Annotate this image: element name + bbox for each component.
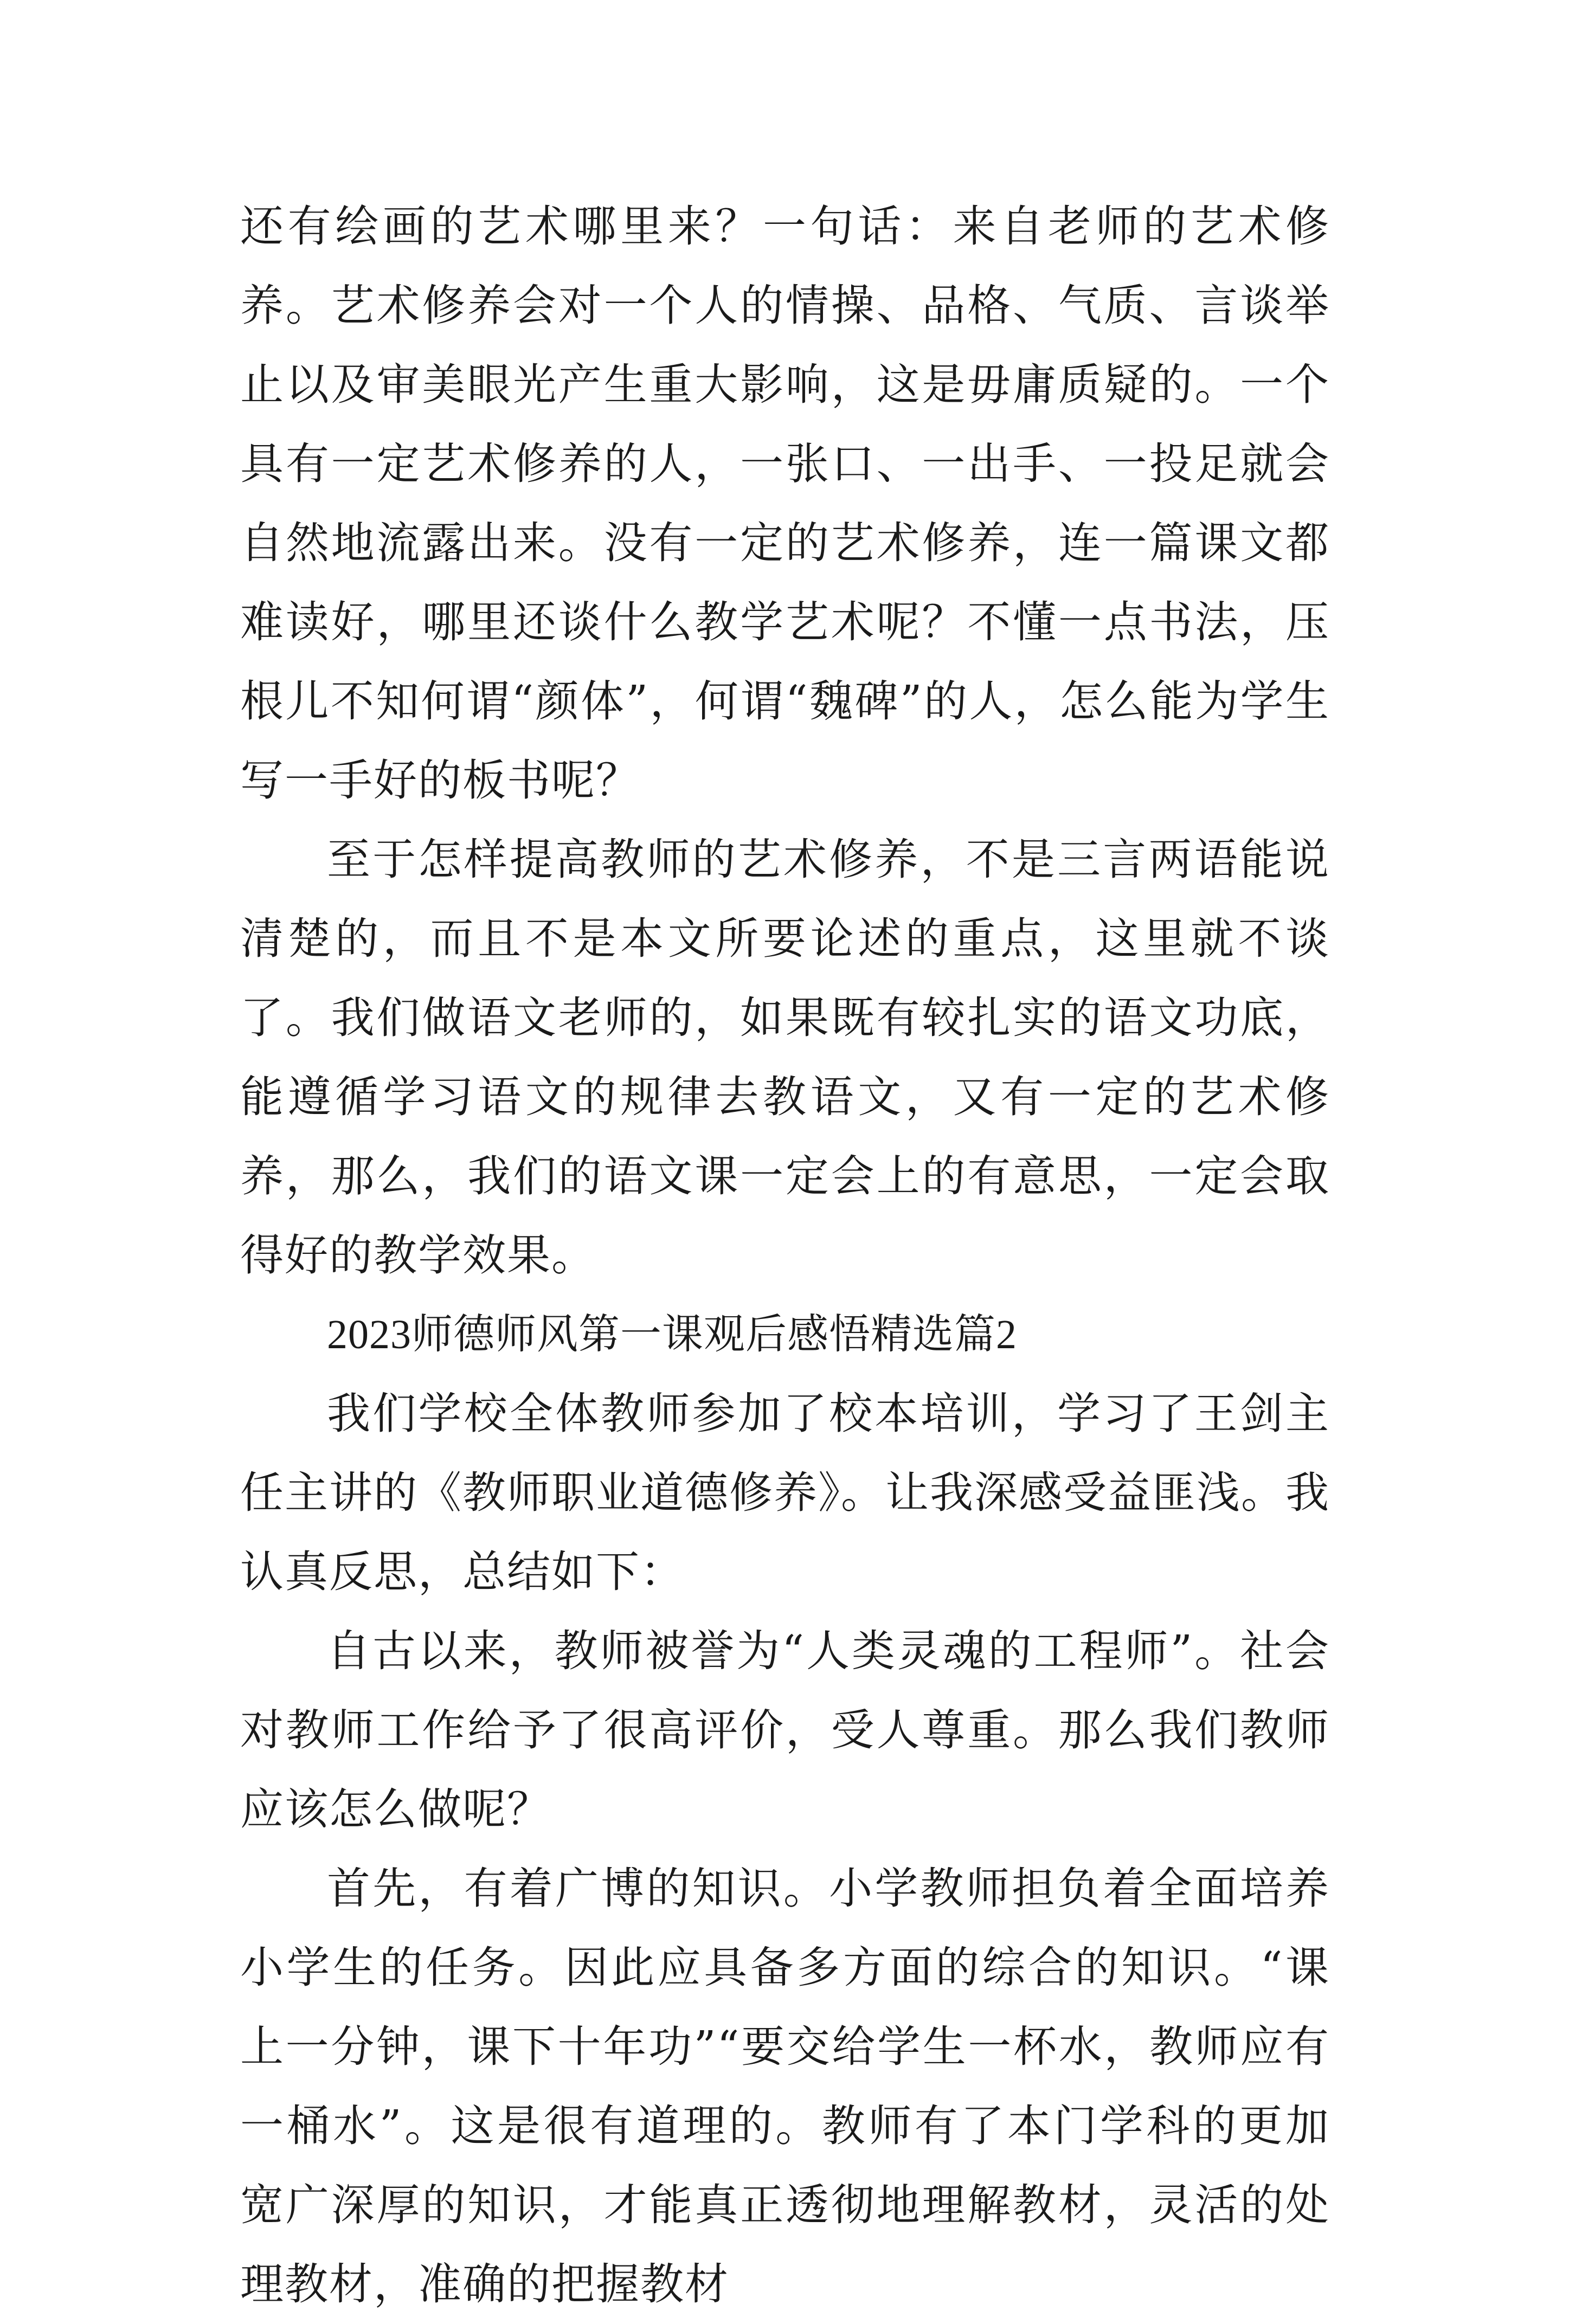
paragraph-teacher-reputation: 自古以来，教师被誉为“人类灵魂的工程师”。社会对教师工作给予了很高评价，受人尊重。那么我们教师应该怎么做呢？: [240, 1626, 1330, 1834]
paragraph-school-training: 我们学校全体教师参加了校本培训，学习了王剑主任主讲的《教师职业道德修养》。让我深感受益匪浅。我认真反思，总结如下：: [240, 1388, 1330, 1597]
document-body: [240, 187, 1330, 2324]
section-title: 2023师德师风第一课观后感悟精选篇2: [327, 1312, 1017, 1357]
paragraph-broad-knowledge: 首先，有着广博的知识。小学教师担负着全面培养小学生的任务。因此应具备多方面的综合的知识。“课上一分钟，课下十年功”“要交给学生一杯水，教师应有一桶水”。这是很有道理的。教师有了本门学科的更加宽广深厚的知识，才能真正透彻地理解教材，灵活的处理教材，准确的把握教材: [240, 1863, 1330, 2309]
paragraph-improving-cultivation: 至于怎样提高教师的艺术修养，不是三言两语能说清楚的，而且不是本文所要论述的重点，这里就不谈了。我们做语文老师的，如果既有较扎实的语文功底，能遵循学习语文的规律去教语文，又有一定的艺术修养，那么，我们的语文课一定会上的有意思，一定会取得好的教学效果。: [240, 834, 1330, 1280]
paragraph-art-cultivation: 还有绘画的艺术哪里来？一句话：来自老师的艺术修养。艺术修养会对一个人的情操、品格、气质、言谈举止以及审美眼光产生重大影响，这是毋庸质疑的。一个具有一定艺术修养的人，一张口、一出手、一投足就会自然地流露出来。没有一定的艺术修养，连一篇课文都难读好，哪里还谈什么教学艺术呢？不懂一点书法，压根儿不知何谓“颜体”，何谓“魏碑”的人，怎么能为学生写一手好的板书呢？: [240, 201, 1330, 806]
